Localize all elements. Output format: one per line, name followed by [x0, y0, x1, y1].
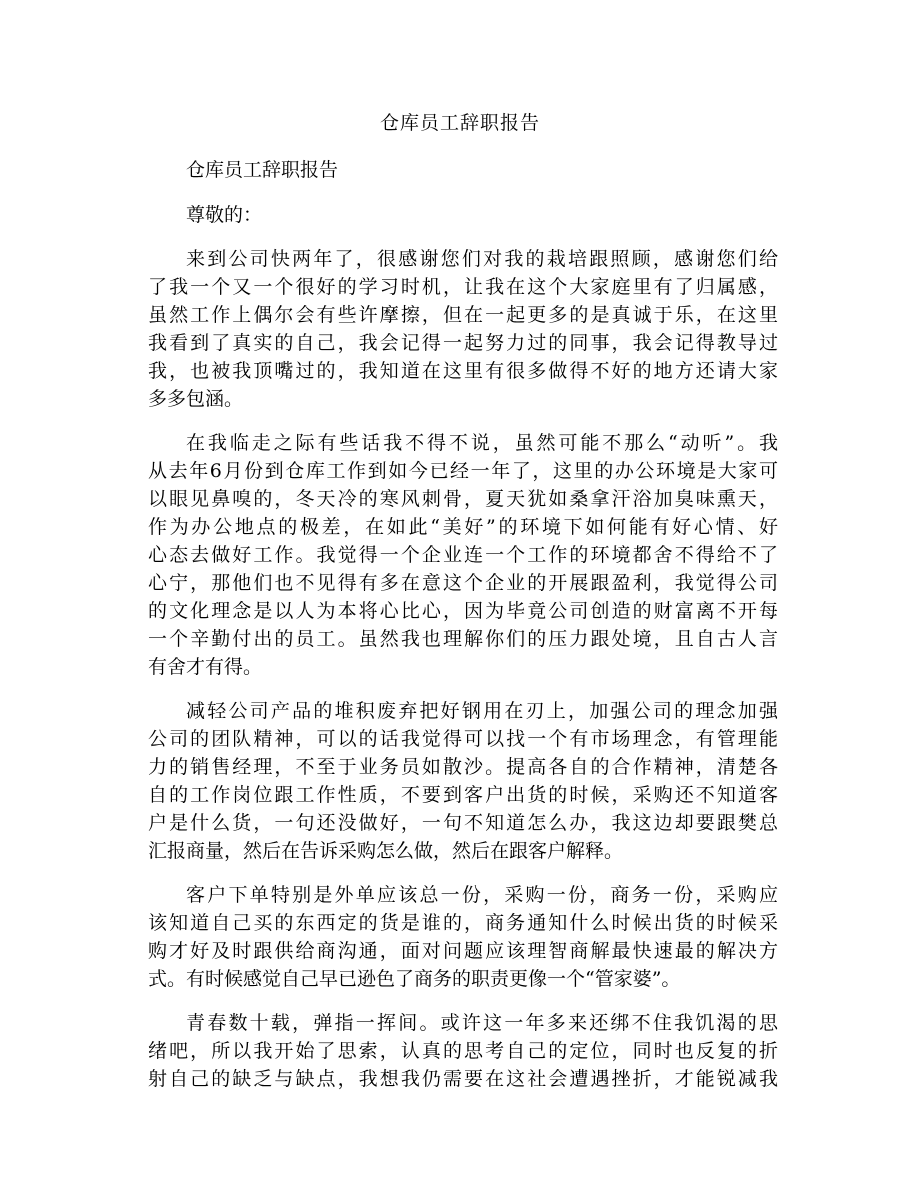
paragraph-line: 公司的团队精神，可以的话我觉得可以找一个有市场理念，有管理能 — [148, 728, 778, 750]
document-subtitle: 仓库员工辞职报告 — [186, 159, 339, 181]
paragraph-line: 了我一个又一个很好的学习时机，让我在这个大家庭里有了归属感， — [148, 276, 778, 298]
paragraph-line: 作为办公地点的极差，在如此“美好”的环境下如何能有好心情、好 — [148, 516, 778, 538]
paragraph-line: 心宁，那他们也不见得有多在意这个企业的开展跟盈利，我觉得公司 — [148, 572, 778, 594]
paragraph-line: 减轻公司产品的堆积废弃把好钢用在刃上，加强公司的理念加强 — [186, 700, 778, 722]
paragraph-line: 以眼见鼻嗅的，冬天冷的寒风刺骨，夏天犹如桑拿汗浴加臭味熏天， — [148, 488, 778, 510]
paragraph-line: 青春数十载，弹指一挥间。或许这一年多来还绑不住我饥渴的思 — [186, 1012, 778, 1034]
paragraph-line: 一个辛勤付出的员工。虽然我也理解你们的压力跟处境，且自古人言 — [148, 628, 778, 650]
paragraph-line: 绪吧，所以我开始了思索，认真的思考自己的定位，同时也反复的折 — [148, 1040, 778, 1062]
paragraph-line: 户是什么货，一句还没做好，一句不知道怎么办，我这边却要跟樊总 — [148, 812, 778, 834]
paragraph-line: 射自己的缺乏与缺点，我想我仍需要在这社会遭遇挫折，才能锐减我 — [148, 1068, 778, 1090]
paragraph-line: 力的销售经理，不至于业务员如散沙。提高各自的合作精神，清楚各 — [148, 756, 778, 778]
paragraph-line: 汇报商量，然后在告诉采购怎么做，然后在跟客户解释。 — [148, 840, 624, 862]
paragraph-line: 心态去做好工作。我觉得一个企业连一个工作的环境都舍不得给不了 — [148, 544, 778, 566]
paragraph-line: 来到公司快两年了，很感谢您们对我的栽培跟照顾，感谢您们给 — [186, 248, 778, 270]
paragraph-line: 我看到了真实的自己，我会记得一起努力过的同事，我会记得教导过 — [148, 332, 778, 354]
paragraph-line: 式。有时候感觉自己早已逊色了商务的职责更像一个“管家婆”。 — [148, 968, 681, 990]
paragraph-line: 多多包涵。 — [148, 388, 244, 410]
paragraph-line: 我，也被我顶嘴过的，我知道在这里有很多做得不好的地方还请大家 — [148, 360, 778, 382]
paragraph-line: 虽然工作上偶尔会有些许摩擦，但在一起更多的是真诚于乐，在这里 — [148, 304, 778, 326]
paragraph-line: 该知道自己买的东西定的货是谁的，商务通知什么时候出货的时候采 — [148, 912, 778, 934]
paragraph-line: 在我临走之际有些话我不得不说，虽然可能不那么“动听”。我 — [186, 432, 778, 454]
paragraph-line: 有舍才有得。 — [148, 656, 263, 678]
paragraph-line: 购才好及时跟供给商沟通，面对问题应该理智商解最快速最的解决方 — [148, 940, 778, 962]
paragraph-line: 客户下单特别是外单应该总一份，采购一份，商务一份，采购应 — [186, 884, 778, 906]
paragraph-line: 的文化理念是以人为本将心比心，因为毕竟公司创造的财富离不开每 — [148, 600, 778, 622]
document-title: 仓库员工辞职报告 — [379, 112, 540, 134]
paragraph-line: 从去年6月份到仓库工作到如今已经一年了，这里的办公环境是大家可 — [148, 460, 778, 482]
paragraph-line: 自的工作岗位跟工作性质，不要到客户出货的时候，采购还不知道客 — [148, 784, 778, 806]
salutation: 尊敬的： — [186, 204, 263, 226]
